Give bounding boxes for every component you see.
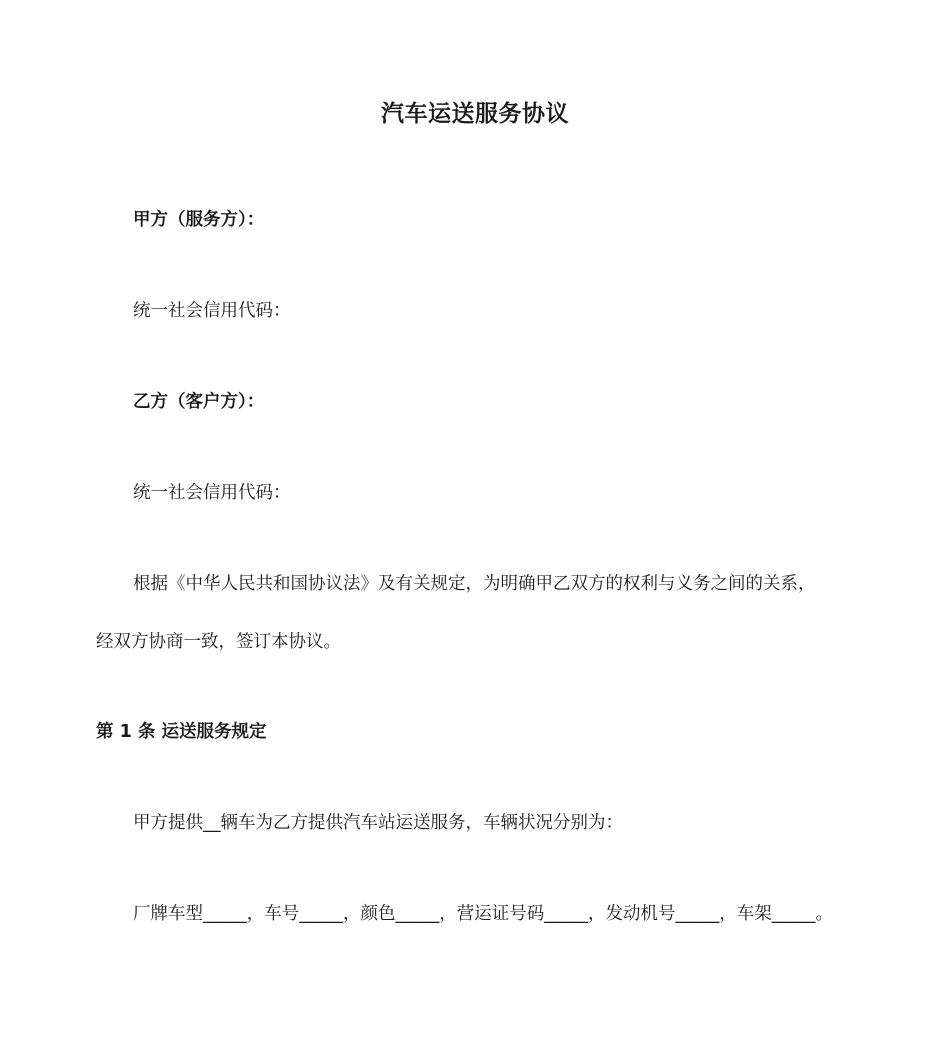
article-1-paragraph-2: 厂牌车型_____，车号_____，颜色_____，营运证号码_____，发动机号_____，车架_____。: [133, 904, 833, 924]
party-b-credit-code: 统一社会信用代码：: [133, 483, 291, 503]
document-title: 汽车运送服务协议: [381, 101, 569, 127]
article-1-heading: 第 1 条 运送服务规定: [96, 722, 267, 742]
party-b-label: 乙方（客户方）：: [133, 392, 265, 412]
preamble-line-2: 经双方协商一致，签订本协议。: [96, 632, 341, 652]
party-a-credit-code: 统一社会信用代码：: [133, 301, 291, 321]
article-1-paragraph-1: 甲方提供__辆车为乙方提供汽车站运送服务，车辆状况分别为：: [133, 813, 623, 833]
preamble-line-1: 根据《中华人民共和国协议法》及有关规定，为明确甲乙双方的权利与义务之间的关系，: [133, 574, 816, 594]
party-a-label: 甲方（服务方）：: [133, 210, 265, 230]
